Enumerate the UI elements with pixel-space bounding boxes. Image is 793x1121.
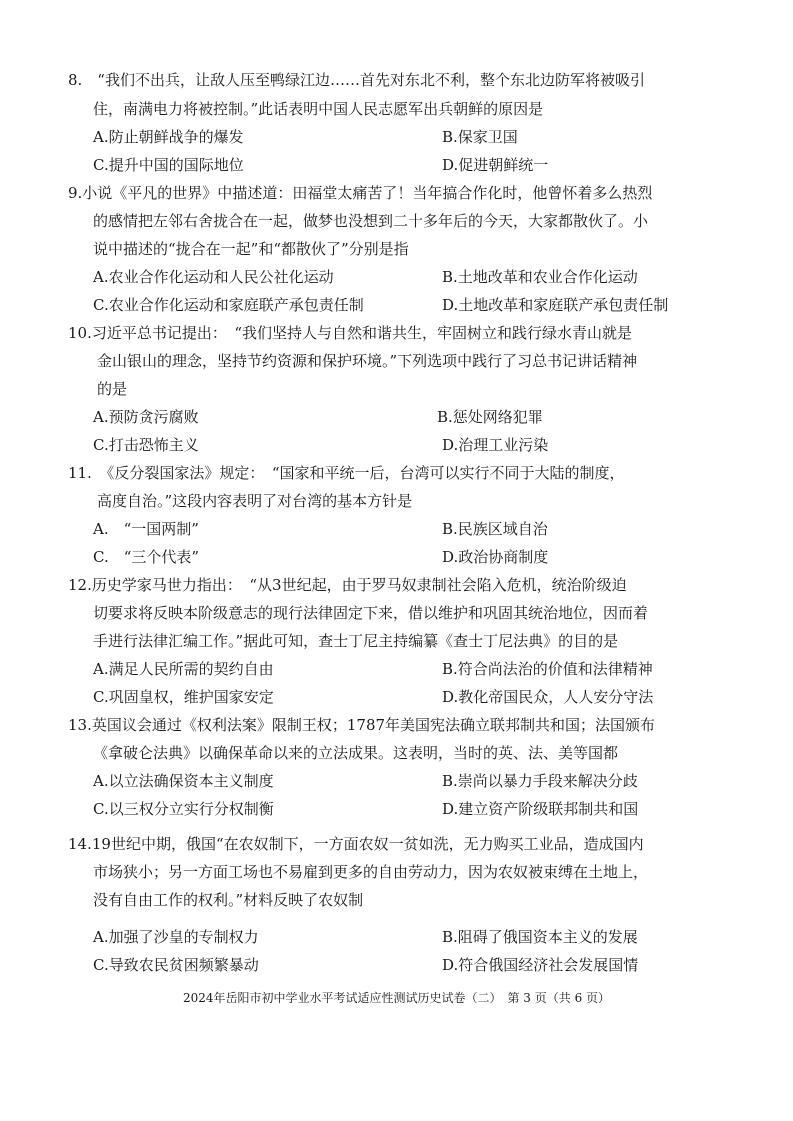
q9-stem-line-2: 的感情把左邻右舍拢合在一起，做梦也没想到二十多年后的今天，大家都散伙了。小 (93, 212, 649, 230)
q14-option-d: D.符合俄国经济社会发展国情 (442, 956, 639, 974)
q8-stem-line-2: 住，南满电力将被控制。”此话表明中国人民志愿军出兵朝鲜的原因是 (93, 100, 544, 118)
q13-option-c: C.以三权分立实行分权制衡 (93, 800, 274, 818)
q11-option-c: C. “三个代表” (93, 548, 200, 566)
q14-stem-line-1: 14.19世纪中期，俄国“在农奴制下，一方面农奴一贫如洗，无力购买工业品，造成国内 (68, 835, 644, 853)
q14-option-c: C.导致农民贫困频繁暴动 (93, 956, 259, 974)
q14-stem-line-3: 没有自由工作的权利。”材料反映了农奴制 (93, 891, 364, 909)
q12-option-d: D.教化帝国民众，人人安分守法 (442, 688, 654, 706)
q10-option-c: C.打击恐怖主义 (93, 436, 199, 454)
q8-stem-line-1: 8. “我们不出兵，让敌人压至鸭绿江边……首先对东北不利，整个东北边防军将被吸引 (68, 71, 645, 89)
q12-stem-line-2: 切要求将反映本阶级意志的现行法律固定下来，借以维护和巩固其统治地位，因而着 (93, 604, 649, 622)
q12-option-c: C.巩固皇权，维护国家安定 (93, 688, 274, 706)
q13-option-a: A.以立法确保资本主义制度 (93, 772, 274, 790)
q8-option-c: C.提升中国的国际地位 (93, 156, 244, 174)
q13-stem-line-2: 《拿破仑法典》以确保革命以来的立法成果。这表明，当时的英、法、美等国都 (93, 744, 619, 762)
q10-option-a: A.预防贪污腐败 (93, 408, 199, 426)
q12-stem-line-3: 手进行法律汇编工作。”据此可知，查士丁尼主持编纂《查士丁尼法典》的目的是 (93, 632, 619, 650)
q13-option-b: B.崇尚以暴力手段来解决分歧 (442, 772, 638, 790)
q11-option-d: D.政治协商制度 (442, 548, 549, 566)
q9-stem-line-3: 说中描述的“拢合在一起”和“都散伙了”分别是指 (93, 240, 409, 258)
q12-stem-line-1: 12.历史学家马世力指出： “从3世纪起，由于罗马奴隶制社会陷入危机，统治阶级迫 (68, 576, 627, 594)
q11-option-a: A. “一国两制” (93, 520, 199, 538)
q10-stem-line-1: 10.习近平总书记提出： “我们坚持人与自然和谐共生，牢固树立和践行绿水青山就是 (68, 324, 633, 342)
q10-option-d: D.治理工业污染 (442, 436, 549, 454)
q14-stem-line-2: 市场狭小；另一方面工场也不易雇到更多的自由劳动力，因为农奴被束缚在土地上， (93, 863, 649, 881)
q11-stem-line-2: 高度自治。”这段内容表明了对台湾的基本方针是 (97, 492, 413, 510)
q12-option-a: A.满足人民所需的契约自由 (93, 660, 274, 678)
q14-option-a: A.加强了沙皇的专制权力 (93, 928, 259, 946)
q12-option-b: B.符合尚法治的价值和法律精神 (442, 660, 653, 678)
q9-option-b: B.土地改革和农业合作化运动 (442, 268, 638, 286)
q9-option-c: C.农业合作化运动和家庭联产承包责任制 (93, 296, 364, 314)
q9-stem-line-1: 9.小说《平凡的世界》中描述道：田福堂太痛苦了！当年搞合作化时，他曾怀着多么热烈 (68, 184, 653, 202)
q13-option-d: D.建立资产阶级联邦制共和国 (442, 800, 639, 818)
q8-option-d: D.促进朝鲜统一 (442, 156, 549, 174)
q9-option-a: A.农业合作化运动和人民公社化运动 (93, 268, 334, 286)
q13-stem-line-1: 13.英国议会通过《权利法案》限制王权；1787年美国宪法确立联邦制共和国；法国颁布 (68, 716, 656, 734)
q10-option-b: B.惩处网络犯罪 (437, 408, 543, 426)
q11-stem-line-1: 11. 《反分裂国家法》规定： “国家和平统一后，台湾可以实行不同于大陆的制度， (68, 464, 625, 482)
q10-stem-line-3: 的是 (97, 380, 128, 398)
q11-option-b: B.民族区域自治 (442, 520, 548, 538)
q8-option-a: A.防止朝鲜战争的爆发 (93, 128, 244, 146)
page-footer: 2024年岳阳市初中学业水平考试适应性测试历史试卷（二） 第 3 页（共 6 页） (182, 991, 611, 1005)
q8-option-b: B.保家卫国 (442, 128, 518, 146)
q10-stem-line-2: 金山银山的理念，坚持节约资源和保护环境。”下列选项中践行了习总书记讲话精神 (97, 352, 638, 370)
q9-option-d: D.土地改革和家庭联产承包责任制 (442, 296, 669, 314)
q14-option-b: B.阻碍了俄国资本主义的发展 (442, 928, 638, 946)
